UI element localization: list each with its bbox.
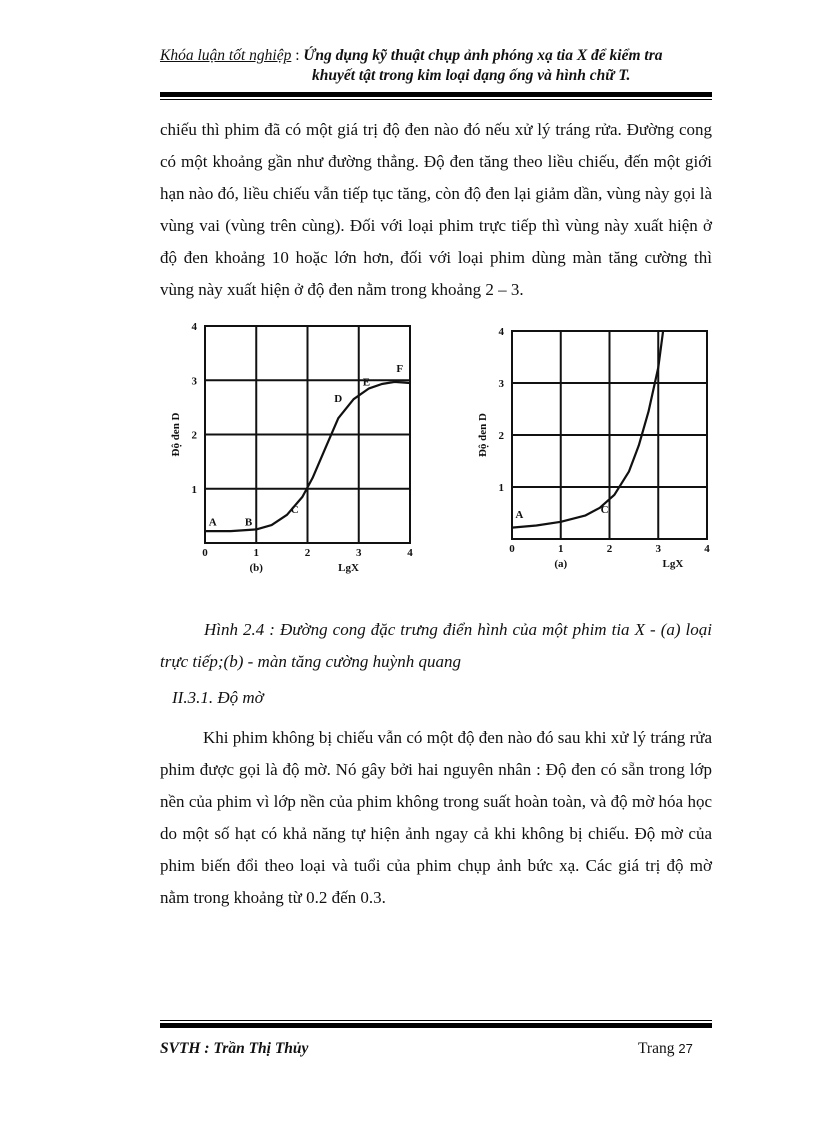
page-number: 27 <box>678 1041 693 1056</box>
y-tick-label: 2 <box>498 430 504 442</box>
footer-author: SVTH : Trần Thị Thủy <box>160 1040 309 1057</box>
y-tick-label: 1 <box>498 482 504 494</box>
curve-point-label: C <box>290 504 299 517</box>
panel-label: (b) <box>249 562 263 574</box>
footer-page <box>638 1040 693 1058</box>
y-tick-label: 1 <box>191 483 197 496</box>
curve-point-label: D <box>334 392 343 405</box>
chart-a <box>462 326 722 586</box>
footer-rule-thin <box>160 1020 712 1021</box>
x-tick-label: 0 <box>202 547 208 559</box>
y-tick-label: 4 <box>191 321 197 333</box>
section-heading: II.3.1. Độ mờ <box>172 688 264 707</box>
header-separator: : <box>291 47 304 64</box>
page-label: Trang <box>638 1040 675 1057</box>
panel-label: (a) <box>554 558 568 570</box>
x-tick-label: 2 <box>304 547 311 559</box>
page-header <box>160 46 712 86</box>
paragraph-1-text: chiếu thì phim đã có một giá trị độ đen nào đó nếu xử lý tráng rửa. Đường cong có một khoảng gần như đường thẳng. Độ đen tăng theo liều chiếu, đến một giới hạn nào đó, liều chiếu vẫn tiếp tục tăng, còn độ đen lại giảm dần, vùng này gọi là vùng vai (vùng trên cùng). Đối với loại phim trực tiếp thì vùng này xuất hiện ở độ đen khoảng 10 hoặc lớn hơn, đối với loại phim dùng màn tăng cường thì vùng này xuất hiện ở độ đen nằm trong khoảng 2 – 3. <box>160 120 712 299</box>
figure-caption: Hình 2.4 : Đường cong đặc trưng điển hình của một phim tia X - (a) loại trực tiếp;(b) - màn tăng cường huỳnh quang <box>160 620 712 671</box>
header-rule-thick <box>160 92 712 97</box>
curve-point-label: A <box>208 516 217 529</box>
paragraph-2-text: Khi phim không bị chiếu vẫn có một độ đen nào đó sau khi xử lý tráng rửa phim được gọi là độ mờ. Nó gây bởi hai nguyên nhân : Độ đen có sẵn trong lớp nền của phim vì lớp nền của phim không trong suất hoàn toàn, và độ mờ hóa học do một số hạt có khả năng tự hiện ảnh ngay cả khi không bị chiếu. Độ mờ của phim biến đổi theo loại và tuổi của phim chụp ảnh bức xạ. Các giá trị độ mờ nằm trong khoảng từ 0.2 đến 0.3. <box>160 728 712 907</box>
x-tick-label: 4 <box>704 543 710 555</box>
y-tick-label: 2 <box>191 429 197 442</box>
y-tick-label: 4 <box>498 326 504 338</box>
x-tick-label: 0 <box>509 543 515 555</box>
x-tick-label: 3 <box>655 543 661 555</box>
x-tick-label: 1 <box>558 543 564 555</box>
header-line-1 <box>160 46 712 66</box>
x-tick-label: 1 <box>253 547 259 559</box>
x-tick-label: 4 <box>407 547 413 559</box>
body-paragraph-1 <box>160 114 712 306</box>
curve-point-label: B <box>244 516 253 529</box>
x-tick-label: 3 <box>356 547 362 559</box>
header-rule-thin <box>160 99 712 100</box>
curve-point-label: F <box>396 363 404 376</box>
x-axis-label: LgX <box>662 558 684 570</box>
curve-point-label: A <box>515 509 524 522</box>
header-title-line-2: khuyết tật trong kim loại dạng ống và hình chữ T. <box>312 67 631 84</box>
y-axis-label: Độ đen D <box>170 412 182 457</box>
x-axis-label: LgX <box>338 562 359 574</box>
curve-line <box>512 331 663 528</box>
y-tick-label: 3 <box>498 378 504 390</box>
y-tick-label: 3 <box>191 375 197 388</box>
curve-point-label: E <box>362 376 371 389</box>
y-axis-label: Độ đen D <box>477 412 489 458</box>
body-paragraph-2 <box>160 722 712 914</box>
header-title-line-1: Ứng dụng kỹ thuật chụp ảnh phóng xạ tia X để kiểm tra <box>303 47 663 64</box>
footer-rule-thick <box>160 1023 712 1028</box>
header-prefix: Khóa luận tốt nghiệp <box>160 47 292 64</box>
chart-b <box>160 318 420 588</box>
x-tick-label: 2 <box>606 543 613 555</box>
curve-point-label: C <box>600 504 609 516</box>
